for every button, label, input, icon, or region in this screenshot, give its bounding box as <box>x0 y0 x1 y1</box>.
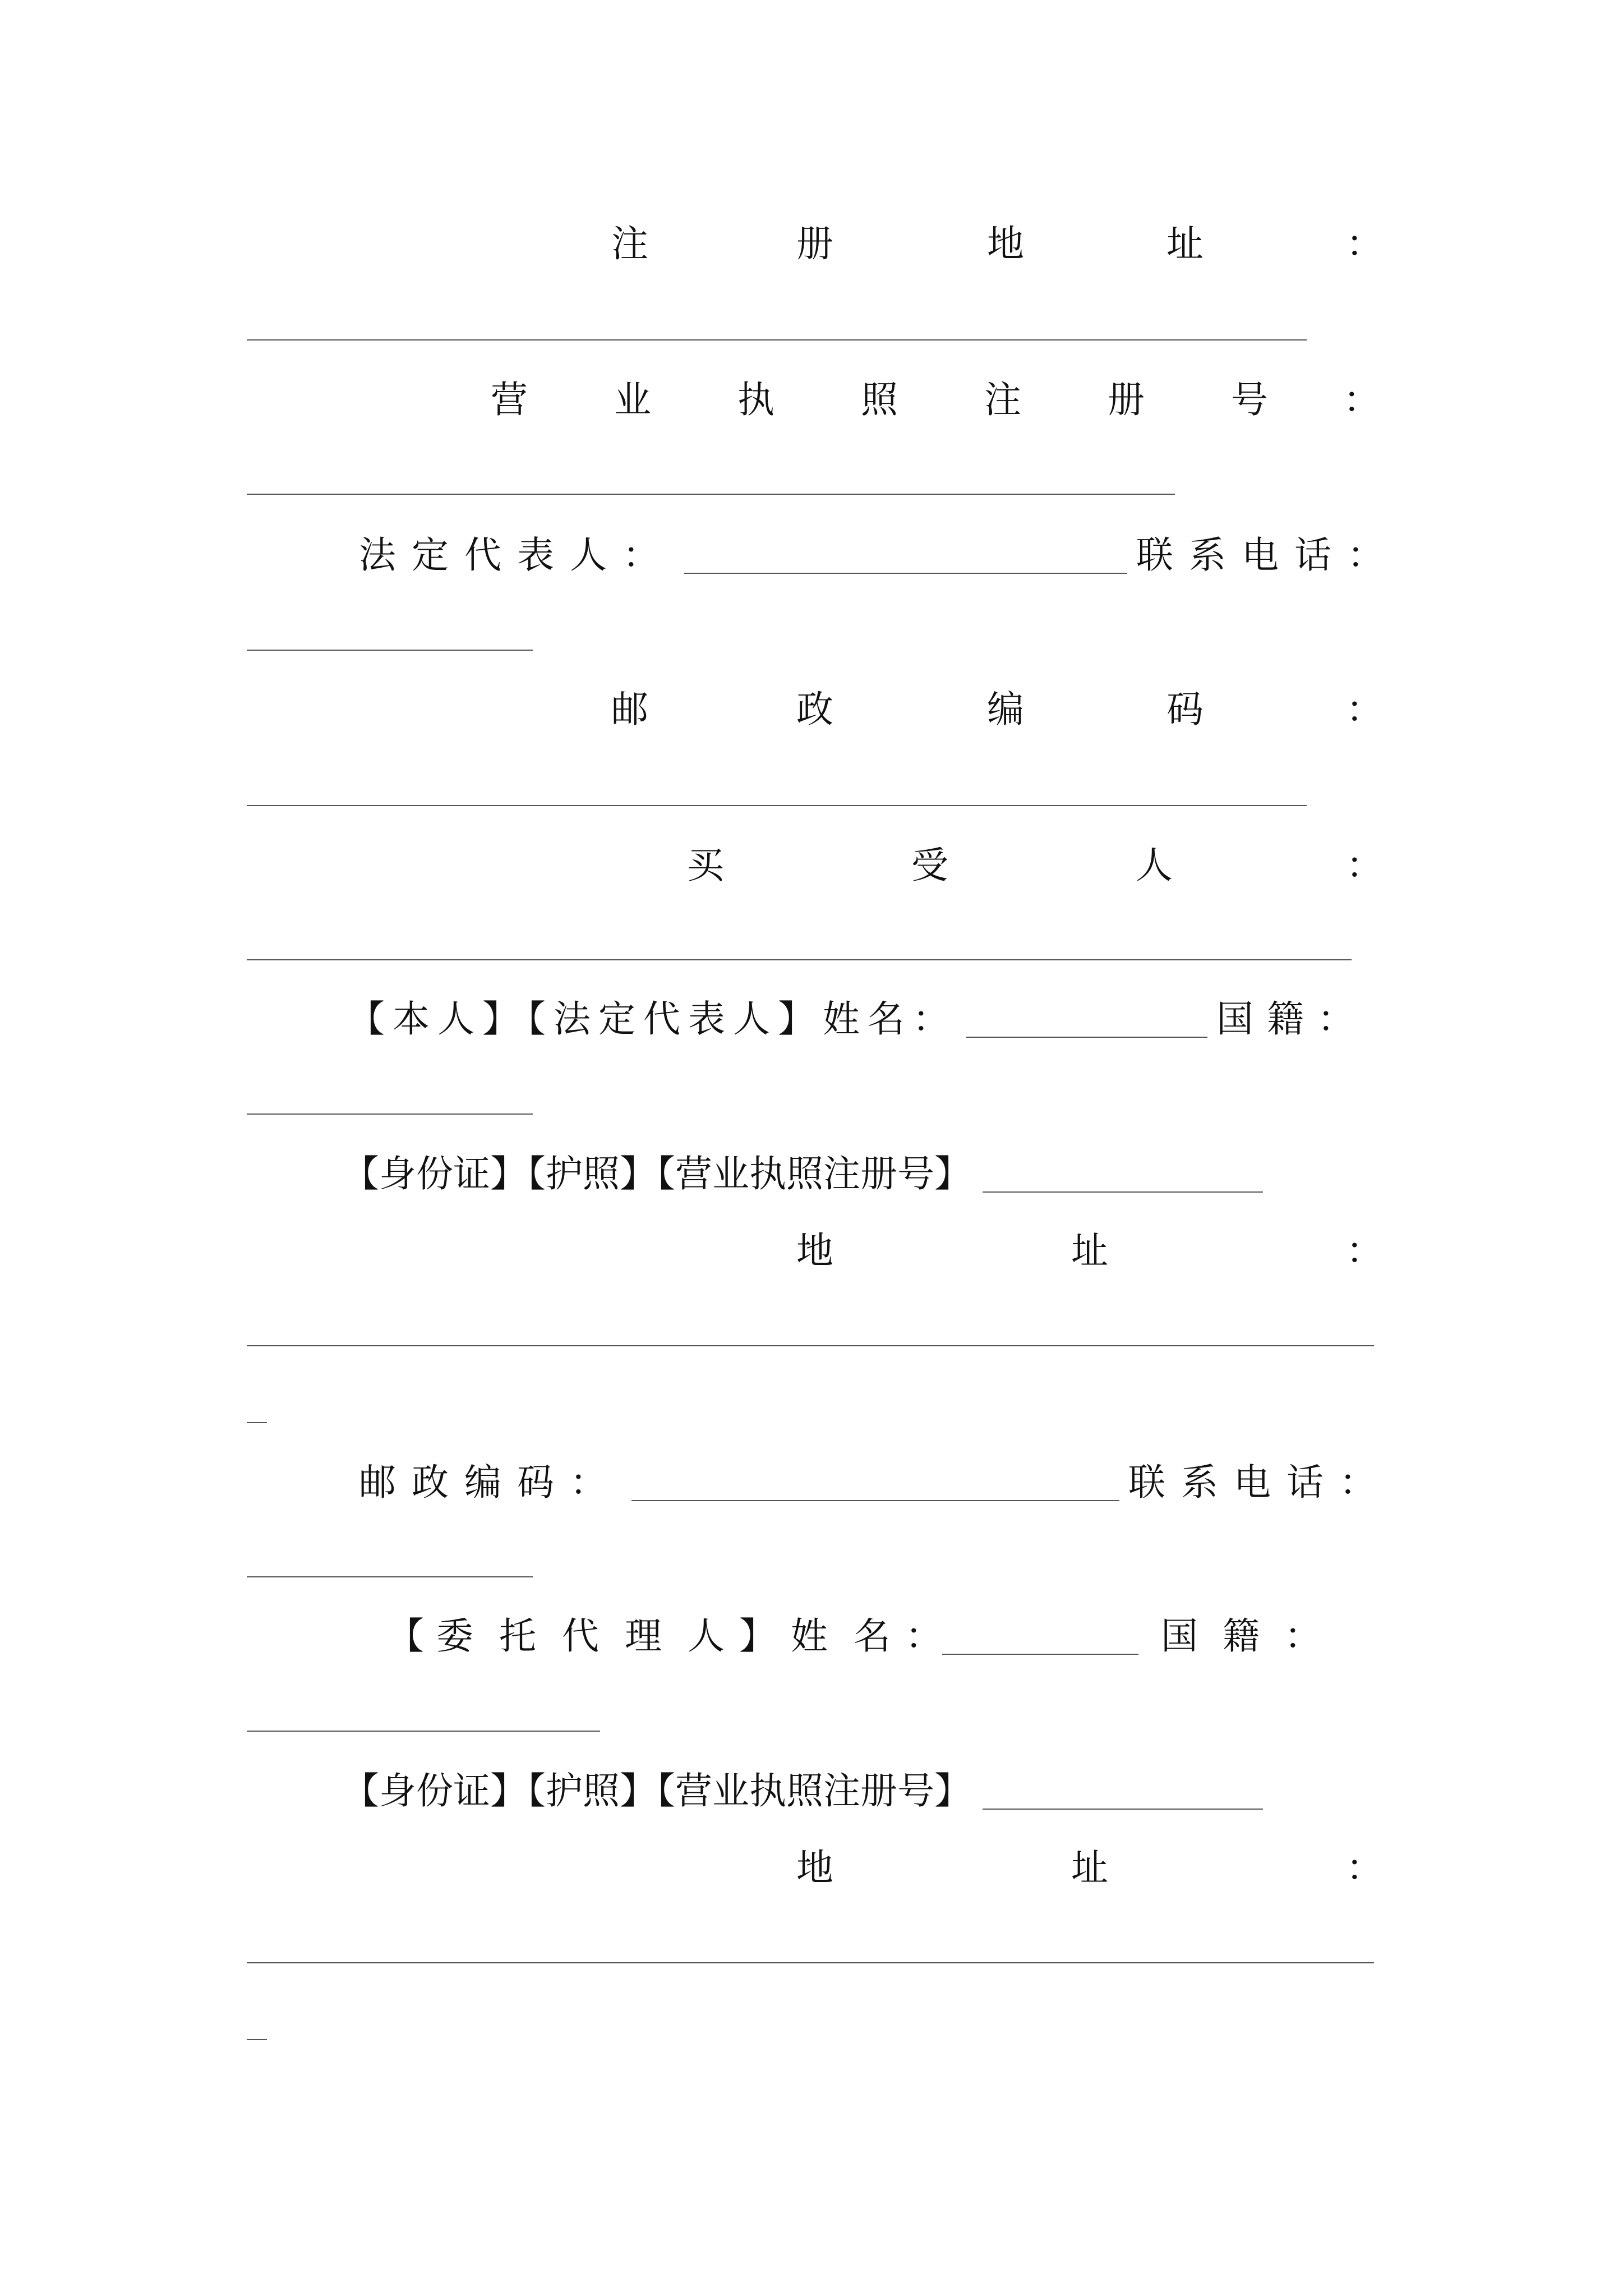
label-char: 地 <box>987 222 1024 265</box>
agent-address-field[interactable] <box>247 1962 1374 1963</box>
label-char: 编 <box>987 688 1024 731</box>
label-colon: ： <box>1346 844 1383 887</box>
label-char: 执 <box>737 378 774 421</box>
agent-id-row <box>342 1766 1380 1816</box>
business-license-field[interactable] <box>247 494 1175 495</box>
buyer-name-field[interactable] <box>966 1001 1207 1038</box>
buyer-phone-field[interactable] <box>247 1576 533 1577</box>
label-char: 注 <box>984 378 1021 421</box>
label-char: 址 <box>1166 222 1204 265</box>
legal-rep-phone-field[interactable] <box>247 650 533 651</box>
registered-address-field[interactable] <box>247 339 1307 341</box>
legal-rep-row <box>359 530 1400 581</box>
phone-label: 联系电话： <box>1128 1461 1392 1504</box>
label-char: 照 <box>861 378 898 421</box>
label-colon: ： <box>1346 688 1383 731</box>
buyer-postal-field[interactable] <box>631 1464 1119 1501</box>
label-char: 名 <box>854 1614 891 1658</box>
buyer-address-label <box>796 1226 1383 1276</box>
label-char: ： <box>905 1614 942 1658</box>
label-char: 委 <box>436 1614 473 1658</box>
label-char: 代 <box>562 1614 599 1658</box>
label-colon: ： <box>1346 1229 1383 1272</box>
label-char: 姓 <box>791 1614 828 1658</box>
buyer-address-field-tail <box>247 1422 267 1423</box>
label-colon: ： <box>1346 1846 1383 1889</box>
seller-postal-field[interactable] <box>247 805 1307 806</box>
agent-nationality-field[interactable] <box>247 1731 600 1732</box>
label-char: 码 <box>1166 688 1204 731</box>
label-char: 号 <box>1231 378 1268 421</box>
label-char: 人 <box>1136 844 1173 887</box>
label-char: 受 <box>911 844 948 887</box>
business-license-label <box>491 375 1380 425</box>
legal-rep-label: 法定代表人： <box>359 533 675 577</box>
label-char: 址 <box>1071 1846 1108 1889</box>
label-char: 国 <box>1161 1614 1198 1658</box>
label-char: 地 <box>796 1846 833 1889</box>
agent-address-field-tail <box>247 2039 267 2040</box>
label-char: 地 <box>796 1229 833 1272</box>
buyer-id-row <box>342 1149 1380 1199</box>
label-char: 】 <box>739 1614 776 1658</box>
label-colon: ： <box>1284 1614 1321 1658</box>
label-char: 营 <box>491 378 528 421</box>
agent-address-label <box>796 1843 1383 1893</box>
buyer-heading-field[interactable] <box>247 959 1352 960</box>
label-colon: ： <box>1343 378 1380 421</box>
label-char: 买 <box>687 844 724 887</box>
id-type-label: 【身份证】【护照】【营业执照注册号】 <box>342 1769 971 1812</box>
label-char: 册 <box>796 222 833 265</box>
label-char: 业 <box>614 378 651 421</box>
label-char: 籍 <box>1223 1614 1260 1658</box>
buyer-id-field[interactable] <box>983 1156 1263 1193</box>
buyer-name-row <box>348 994 1368 1045</box>
label-char: 邮 <box>611 688 648 731</box>
label-colon: ： <box>1346 222 1383 265</box>
legal-rep-name-field[interactable] <box>684 537 1127 574</box>
agent-name-field[interactable] <box>942 1618 1138 1655</box>
agent-id-field[interactable] <box>983 1773 1263 1810</box>
label-char: 注 <box>611 222 648 265</box>
buyer-postal-phone-row <box>359 1457 1392 1508</box>
buyer-address-field[interactable] <box>247 1345 1374 1346</box>
label-char: 政 <box>796 688 833 731</box>
label-char: 册 <box>1108 378 1145 421</box>
label-char: 址 <box>1071 1229 1108 1272</box>
buyer-heading <box>687 840 1383 891</box>
label-char: 理 <box>625 1614 662 1658</box>
nationality-label: 国籍： <box>1216 997 1368 1041</box>
postal-label: 邮政编码： <box>359 1461 623 1504</box>
seller-postal-label <box>611 684 1383 735</box>
label-char: 人 <box>688 1614 725 1658</box>
agent-name-row <box>387 1611 1368 1662</box>
registered-address-label <box>611 219 1383 269</box>
buyer-name-label: 【本人】【法定代表人】姓名： <box>348 997 957 1041</box>
buyer-nationality-field[interactable] <box>247 1114 533 1115</box>
id-type-label: 【身份证】【护照】【营业执照注册号】 <box>342 1152 971 1195</box>
phone-label: 联系电话： <box>1136 533 1400 577</box>
label-char: 【 <box>387 1614 424 1658</box>
label-char: 托 <box>499 1614 536 1658</box>
